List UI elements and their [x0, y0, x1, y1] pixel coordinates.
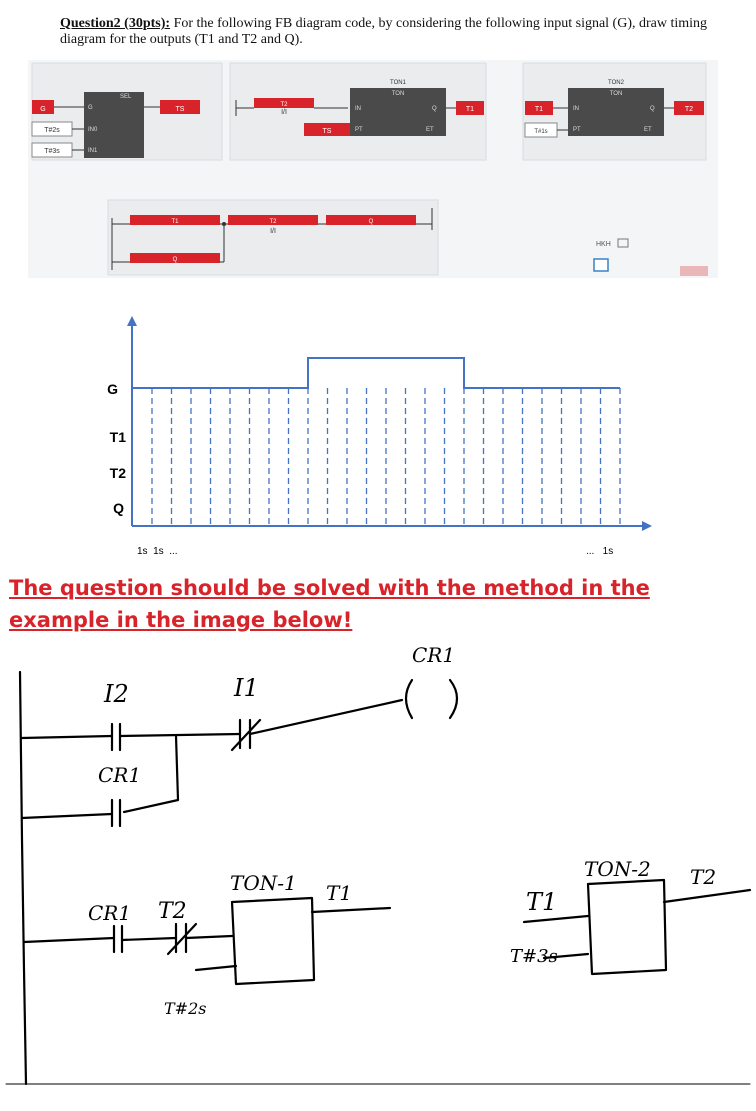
- ton2-pt-text: T#1s: [534, 129, 548, 135]
- t3s-input-text: T#3s: [44, 148, 60, 155]
- ton2-out-t2-text: T2: [684, 106, 694, 113]
- ton1-box: [232, 898, 314, 984]
- ladder-t1-text: T1: [171, 219, 179, 225]
- ladder-t2-text: T2: [269, 219, 277, 225]
- i2-contact: [112, 724, 120, 750]
- t2-contact-text: T2: [280, 102, 288, 108]
- g-signal-waveform: [132, 358, 620, 388]
- sel-title: SEL: [120, 94, 132, 100]
- ton2-output-wire: [664, 890, 750, 902]
- ton1-pin-q: Q: [432, 106, 437, 112]
- branch-wire-left: [22, 814, 112, 818]
- ton2-in-t1-text: T1: [534, 106, 544, 113]
- cr1-bottom-contact: [114, 926, 122, 952]
- ladder-q-branch-text: Q: [172, 257, 178, 263]
- sketch-t1-in-label: T1: [526, 888, 558, 916]
- instruction-notice: The question should be solved with the method in the example in the image below!: [9, 576, 650, 632]
- fbd-diagram: [28, 60, 718, 278]
- timing-diagram: [0, 310, 756, 572]
- signal-label-q: Q: [113, 500, 124, 516]
- ton1-pin-et: ET: [426, 127, 434, 133]
- coil-left-arc: [406, 680, 412, 718]
- ton2-box: [588, 880, 666, 974]
- rung1-wire-c: [250, 700, 402, 734]
- misc-pink-box: [680, 266, 708, 276]
- sel-pin-in0: IN0: [88, 127, 98, 133]
- time-label-left: 1s 1s ...: [137, 546, 178, 557]
- ton1-pin-pt: PT: [355, 127, 363, 133]
- sketch-ton1-label: TON-1: [230, 871, 297, 895]
- question-body: For the following FB diagram code, by considering the following input signal (G), draw timing diagram for the outputs (T1 and T2 and Q).: [60, 16, 708, 47]
- ton2-name: TON2: [608, 80, 624, 86]
- sel-pin-g: G: [88, 105, 93, 111]
- ladder-t2-glyph: I/I: [270, 228, 276, 235]
- t2s-input-text: T#2s: [44, 127, 60, 134]
- grid-lines: [152, 388, 620, 524]
- sketch-i1-label: I1: [234, 674, 259, 702]
- t2-contact-glyph: I/I: [281, 109, 287, 116]
- x-axis-arrow: [642, 521, 652, 531]
- coil-right-arc: [450, 680, 457, 718]
- g-input-text: G: [40, 106, 46, 113]
- question-label: Question2 (30pts):: [60, 16, 171, 31]
- question-text: [60, 16, 740, 48]
- sketch-ton2-label: TON-2: [584, 857, 651, 881]
- sketch-t3s-label: T#3s: [510, 946, 558, 967]
- ton1-pt-wire: [196, 966, 236, 970]
- ton2-pin-q: Q: [650, 106, 655, 112]
- sketch-t2-bottom-label: T2: [158, 899, 187, 924]
- ton1-pin-in: IN: [355, 106, 361, 112]
- rung2-wire-a: [24, 938, 114, 942]
- cr1-branch-contact: [112, 800, 120, 826]
- ton2-pin-et: ET: [644, 127, 652, 133]
- sel-out-ts-text: TS: [175, 106, 185, 113]
- sketch-cr1-coil-label: CR1: [412, 643, 456, 667]
- ton1-name: TON1: [390, 80, 406, 86]
- handdrawn-example: [0, 640, 756, 1111]
- ladder-panel: [108, 200, 438, 275]
- ton1-out-t1-text: T1: [465, 106, 475, 113]
- ladder-q-text: Q: [368, 219, 374, 225]
- ton2-type: TON: [609, 91, 623, 97]
- rung1-wire-b: [120, 734, 240, 736]
- ton2-pin-in: IN: [573, 106, 579, 112]
- rung2-wire-c: [186, 936, 232, 938]
- ts-text: TS: [322, 128, 332, 135]
- sel-pin-in1: IN1: [88, 148, 98, 154]
- y-axis-arrow: [127, 316, 137, 326]
- sketch-cr1-bottom-label: CR1: [88, 901, 132, 925]
- ton1-output-wire: [312, 908, 390, 912]
- ton2-in-wire: [524, 916, 588, 922]
- time-label-right: ... 1s: [586, 546, 614, 557]
- sketch-t2-out-label: T2: [690, 865, 717, 889]
- signal-label-g: G: [107, 381, 118, 397]
- sketch-t1-out-label: T1: [326, 881, 353, 905]
- rung1-wire-a: [22, 736, 112, 738]
- left-power-rail: [20, 672, 26, 1084]
- sketch-i2-label: I2: [104, 680, 129, 708]
- signal-label-t1: T1: [109, 429, 126, 445]
- signal-label-t2: T2: [109, 465, 126, 481]
- checkbox-icon: [594, 259, 608, 271]
- misc-label: HKH: [596, 241, 611, 248]
- ton2-pin-pt: PT: [573, 127, 581, 133]
- rung2-wire-b: [122, 938, 176, 940]
- sketch-cr1-branch-label: CR1: [98, 763, 142, 787]
- ton1-type: TON: [391, 91, 405, 97]
- sketch-t2s-label: T#2s: [164, 999, 207, 1018]
